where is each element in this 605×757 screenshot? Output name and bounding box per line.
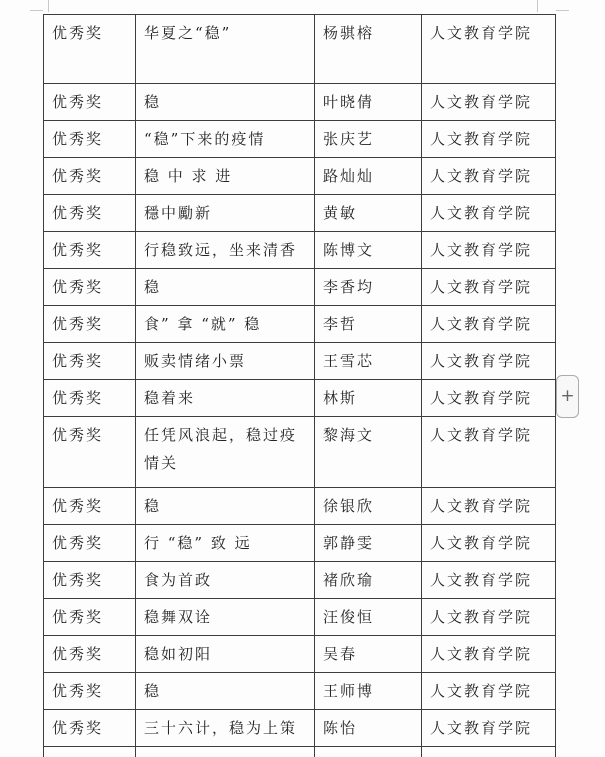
expand-plus-button[interactable]: +: [556, 375, 579, 418]
title-cell: 食为首政: [136, 562, 315, 599]
college-cell: 人文教育学院: [422, 84, 556, 121]
college-cell: 人文教育学院: [422, 15, 556, 84]
table-row: [44, 121, 556, 158]
table-row: [44, 84, 556, 121]
name-cell: 林斯: [315, 380, 422, 417]
name-cell: 杨骐榕: [315, 15, 422, 84]
table-row: [44, 343, 556, 380]
table-row: [44, 636, 556, 673]
name-cell: 吴春: [315, 636, 422, 673]
award-cell: 优秀奖: [44, 380, 136, 417]
table-row: [44, 380, 556, 417]
award-cell: 优秀奖: [44, 710, 136, 747]
title-cell: 三十六计，稳为上策: [136, 710, 315, 747]
title-cell: 行 “稳” 致 远: [136, 525, 315, 562]
table-row: [44, 599, 556, 636]
awards-table: [43, 14, 556, 757]
margin-mark-top-left-horizontal: [30, 10, 43, 11]
award-cell: 优秀奖: [44, 488, 136, 525]
award-cell: 优秀奖: [44, 195, 136, 232]
college-cell: 人文教育学院: [422, 306, 556, 343]
name-cell: 徐银欣: [315, 488, 422, 525]
title-cell: 稳: [136, 488, 315, 525]
table-row: [44, 232, 556, 269]
title-cell: 稳如初阳: [136, 636, 315, 673]
name-cell: 李香均: [315, 269, 422, 306]
table-row: [44, 158, 556, 195]
award-cell: 优秀奖: [44, 673, 136, 710]
award-cell: 优秀奖: [44, 121, 136, 158]
award-cell: 优秀奖: [44, 562, 136, 599]
title-cell: 稳 中 求 进: [136, 158, 315, 195]
college-cell: 人文教育学院: [422, 525, 556, 562]
table-row: [44, 710, 556, 747]
title-cell: 贩卖情绪小票: [136, 343, 315, 380]
name-cell: 黄敏: [315, 195, 422, 232]
name-cell: 褚欣瑜: [315, 562, 422, 599]
table-row: [44, 747, 556, 757]
margin-mark-top-right-vertical: [537, 0, 538, 12]
award-cell: 优秀奖: [44, 525, 136, 562]
award-cell: [44, 747, 136, 757]
name-cell: 黎海文: [315, 417, 422, 488]
title-cell: 稳: [136, 673, 315, 710]
title-cell: 稳着来: [136, 380, 315, 417]
title-cell: 食” 拿 “就” 稳: [136, 306, 315, 343]
table-row: [44, 15, 556, 84]
award-cell: 优秀奖: [44, 306, 136, 343]
table-row: [44, 488, 556, 525]
college-cell: 人文教育学院: [422, 343, 556, 380]
name-cell: 李哲: [315, 306, 422, 343]
name-cell: 王雪芯: [315, 343, 422, 380]
college-cell: 人文教育学院: [422, 673, 556, 710]
title-cell: 稳舞双诠: [136, 599, 315, 636]
college-cell: 人文教育学院: [422, 488, 556, 525]
name-cell: 张庆艺: [315, 121, 422, 158]
name-cell: 陈怡: [315, 710, 422, 747]
margin-mark-top-left-vertical: [48, 0, 49, 12]
award-cell: 优秀奖: [44, 84, 136, 121]
award-cell: 优秀奖: [44, 343, 136, 380]
name-cell: 叶晓倩: [315, 84, 422, 121]
title-cell: 行稳致远，坐来清香: [136, 232, 315, 269]
award-cell: 优秀奖: [44, 269, 136, 306]
college-cell: 人文教育学院: [422, 195, 556, 232]
name-cell: 郭静雯: [315, 525, 422, 562]
college-cell: 人文教育学院: [422, 636, 556, 673]
award-cell: 优秀奖: [44, 599, 136, 636]
award-cell: 优秀奖: [44, 15, 136, 84]
title-cell: 华夏之“稳”: [136, 15, 315, 84]
title-cell: [136, 747, 315, 757]
college-cell: 人文教育学院: [422, 232, 556, 269]
award-cell: 优秀奖: [44, 232, 136, 269]
name-cell: 路灿灿: [315, 158, 422, 195]
title-cell: “稳”下来的疫情: [136, 121, 315, 158]
college-cell: 人文教育学院: [422, 158, 556, 195]
college-cell: 人文教育学院: [422, 269, 556, 306]
college-cell: 人文教育学院: [422, 121, 556, 158]
name-cell: [315, 747, 422, 757]
table-row: [44, 269, 556, 306]
table-row: [44, 673, 556, 710]
college-cell: 人文教育学院: [422, 599, 556, 636]
title-cell: 稳: [136, 84, 315, 121]
table-row: [44, 562, 556, 599]
title-cell: 任凭风浪起，稳过疫情关: [136, 417, 315, 488]
table-row: [44, 417, 556, 488]
margin-mark-top-right-horizontal: [556, 10, 569, 11]
name-cell: 王师博: [315, 673, 422, 710]
title-cell: 稳: [136, 269, 315, 306]
table-row: [44, 195, 556, 232]
name-cell: 陈博文: [315, 232, 422, 269]
college-cell: 人文教育学院: [422, 417, 556, 488]
college-cell: 人文教育学院: [422, 710, 556, 747]
table-row: [44, 525, 556, 562]
award-cell: 优秀奖: [44, 158, 136, 195]
college-cell: 人文教育学院: [422, 380, 556, 417]
award-cell: 优秀奖: [44, 417, 136, 488]
name-cell: 汪俊恒: [315, 599, 422, 636]
college-cell: 人文教育学院: [422, 562, 556, 599]
college-cell: [422, 747, 556, 757]
award-cell: 优秀奖: [44, 636, 136, 673]
table-row: [44, 306, 556, 343]
title-cell: 穩中勵新: [136, 195, 315, 232]
